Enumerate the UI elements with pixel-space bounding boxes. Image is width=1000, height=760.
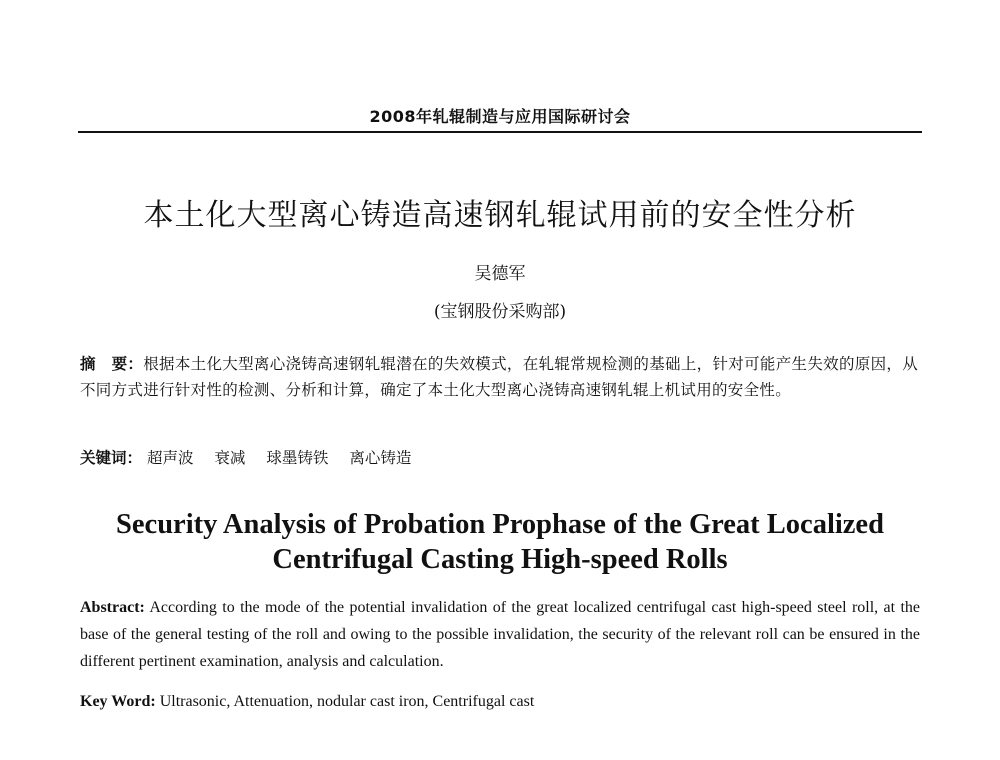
english-keywords — [80, 691, 920, 713]
chinese-keyword: 离心铸造 — [349, 449, 412, 467]
chinese-abstract — [80, 351, 918, 403]
chinese-keywords — [80, 447, 918, 469]
header-rule — [78, 131, 922, 133]
chinese-keyword: 球墨铸铁 — [266, 449, 329, 467]
english-keywords-text: Ultrasonic, Attenuation, nodular cast iron, Centrifugal cast — [155, 693, 535, 710]
chinese-keywords-label: 关键词： — [80, 449, 143, 467]
chinese-affiliation: (宝钢股份采购部) — [433, 302, 567, 322]
chinese-keyword: 衰减 — [214, 449, 246, 467]
english-abstract-text: According to the mode of the potential invalidation of the great localized centrifugal cast high-speed steel roll, at the base of the general testing of the roll and owing to the possible invalidation, the security of the relevant roll can be ensured in the different pertinent examination, analysis and calculation. — [80, 599, 920, 670]
english-abstract-label: Abstract: — [80, 599, 145, 616]
chinese-abstract-text: 根据本土化大型离心浇铸高速钢轧辊潜在的失效模式，在轧辊常规检测的基础上，针对可能产生失效的原因，从不同方式进行针对性的检测、分析和计算，确定了本土化大型离心浇铸高速钢轧辊上机试用的安全性。 — [80, 355, 919, 399]
chinese-keyword: 超声波 — [146, 449, 194, 467]
running-header: 2008年轧辊制造与应用国际研讨会 — [369, 107, 631, 126]
english-title-line: Security Analysis of Probation Prophase of the Great Localized — [116, 509, 884, 540]
chinese-title: 本土化大型离心铸造高速钢轧辊试用前的安全性分析 — [143, 198, 857, 233]
chinese-author: 吴德军 — [474, 264, 526, 284]
english-title — [78, 507, 922, 577]
english-title-line: Centrifugal Casting High-speed Rolls — [272, 544, 728, 575]
english-keywords-label: Key Word: — [80, 693, 156, 710]
chinese-abstract-label: 摘 要： — [80, 355, 144, 373]
english-abstract — [80, 594, 920, 675]
